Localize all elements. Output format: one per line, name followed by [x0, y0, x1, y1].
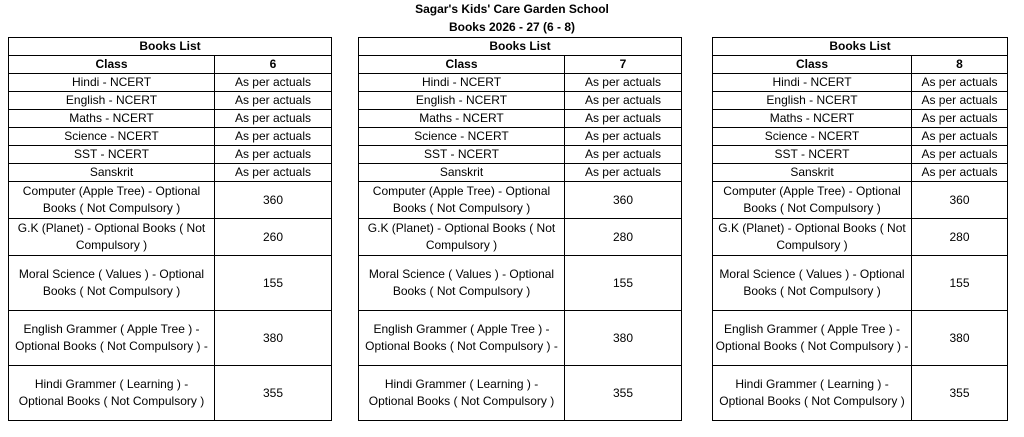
book-name: English - NCERT: [359, 92, 565, 110]
book-price: 155: [565, 256, 682, 311]
book-name: Maths - NCERT: [9, 110, 215, 128]
book-price: As per actuals: [912, 74, 1008, 92]
book-name: Science - NCERT: [9, 128, 215, 146]
book-name: Sanskrit: [9, 164, 215, 182]
book-price: As per actuals: [912, 92, 1008, 110]
book-name: Maths - NCERT: [359, 110, 565, 128]
book-price: As per actuals: [565, 110, 682, 128]
table-row: [713, 146, 1008, 164]
book-name: Hindi - NCERT: [9, 74, 215, 92]
book-name: English Grammer ( Apple Tree ) - Optional Books ( Not Compulsory ) -: [359, 311, 565, 366]
table-row: [359, 110, 682, 128]
book-name: Hindi - NCERT: [359, 74, 565, 92]
table-row: [713, 74, 1008, 92]
book-price: As per actuals: [565, 128, 682, 146]
book-name: Computer (Apple Tree) - Optional Books ( Not Compulsory ): [9, 182, 215, 219]
table-row: [9, 92, 332, 110]
book-price: 155: [912, 256, 1008, 311]
class-number: 6: [215, 56, 332, 74]
book-price: 360: [912, 182, 1008, 219]
table-row: [713, 256, 1008, 311]
table-row: [9, 219, 332, 256]
book-price: 380: [215, 311, 332, 366]
table-row: [359, 311, 682, 366]
book-name: Maths - NCERT: [713, 110, 912, 128]
book-price: 360: [565, 182, 682, 219]
book-name: English - NCERT: [713, 92, 912, 110]
book-price: As per actuals: [215, 164, 332, 182]
table-row: [713, 110, 1008, 128]
table-row: [713, 128, 1008, 146]
table-row: [713, 164, 1008, 182]
book-name: Science - NCERT: [359, 128, 565, 146]
books-year-subtitle: Books 2026 - 27 (6 - 8): [448, 20, 576, 34]
table-row: [9, 128, 332, 146]
book-name: English Grammer ( Apple Tree ) - Optional Books ( Not Compulsory ) -: [713, 311, 912, 366]
table-row: [9, 146, 332, 164]
table-row: [359, 164, 682, 182]
book-price: As per actuals: [912, 128, 1008, 146]
table-row: [359, 92, 682, 110]
book-price: 380: [912, 311, 1008, 366]
table-row: [9, 110, 332, 128]
book-price: As per actuals: [215, 146, 332, 164]
book-name: Hindi Grammer ( Learning ) - Optional Books ( Not Compulsory ): [713, 366, 912, 421]
table-row: [9, 182, 332, 219]
book-name: G.K (Planet) - Optional Books ( Not Compulsory ): [359, 219, 565, 256]
table-row: [713, 366, 1008, 421]
book-price: 280: [912, 219, 1008, 256]
table-row: [713, 92, 1008, 110]
table-heading: Books List: [713, 38, 1008, 56]
books-table-class-7: [358, 37, 682, 421]
table-row: [359, 366, 682, 421]
table-row: [359, 182, 682, 219]
book-price: As per actuals: [565, 146, 682, 164]
school-title: Sagar's Kids' Care Garden School: [415, 2, 609, 16]
book-price: 355: [912, 366, 1008, 421]
books-table-class-6: [8, 37, 332, 421]
book-price: As per actuals: [565, 92, 682, 110]
book-name: Hindi Grammer ( Learning ) - Optional Books ( Not Compulsory ): [9, 366, 215, 421]
book-price: As per actuals: [215, 92, 332, 110]
book-name: Science - NCERT: [713, 128, 912, 146]
book-price: As per actuals: [565, 164, 682, 182]
table-row: [9, 256, 332, 311]
book-price: As per actuals: [912, 164, 1008, 182]
book-price: As per actuals: [912, 110, 1008, 128]
book-name: G.K (Planet) - Optional Books ( Not Compulsory ): [713, 219, 912, 256]
book-name: Moral Science ( Values ) - Optional Books ( Not Compulsory ): [359, 256, 565, 311]
book-price: 355: [565, 366, 682, 421]
book-name: Moral Science ( Values ) - Optional Books ( Not Compulsory ): [9, 256, 215, 311]
books-table-class-8: [712, 37, 1008, 421]
book-name: Hindi Grammer ( Learning ) - Optional Books ( Not Compulsory ): [359, 366, 565, 421]
book-name: SST - NCERT: [713, 146, 912, 164]
book-name: SST - NCERT: [9, 146, 215, 164]
table-row: [9, 311, 332, 366]
book-name: Sanskrit: [359, 164, 565, 182]
book-price: As per actuals: [912, 146, 1008, 164]
class-label: Class: [9, 56, 215, 74]
table-row: [713, 219, 1008, 256]
table-row: [9, 164, 332, 182]
table-heading: Books List: [9, 38, 332, 56]
book-price: 260: [215, 219, 332, 256]
table-row: [713, 311, 1008, 366]
table-row: [359, 146, 682, 164]
table-row: [359, 74, 682, 92]
class-label: Class: [713, 56, 912, 74]
table-row: [359, 219, 682, 256]
book-price: As per actuals: [215, 74, 332, 92]
book-name: Hindi - NCERT: [713, 74, 912, 92]
table-row: [9, 366, 332, 421]
book-name: G.K (Planet) - Optional Books ( Not Compulsory ): [9, 219, 215, 256]
book-price: 380: [565, 311, 682, 366]
class-label: Class: [359, 56, 565, 74]
book-name: English Grammer ( Apple Tree ) - Optional Books ( Not Compulsory ) -: [9, 311, 215, 366]
book-name: Moral Science ( Values ) - Optional Books ( Not Compulsory ): [713, 256, 912, 311]
book-name: Sanskrit: [713, 164, 912, 182]
class-number: 8: [912, 56, 1008, 74]
book-price: 360: [215, 182, 332, 219]
book-price: As per actuals: [215, 128, 332, 146]
table-row: [359, 128, 682, 146]
table-row: [359, 256, 682, 311]
table-heading: Books List: [359, 38, 682, 56]
book-name: English - NCERT: [9, 92, 215, 110]
book-price: 155: [215, 256, 332, 311]
book-price: As per actuals: [215, 110, 332, 128]
book-name: Computer (Apple Tree) - Optional Books ( Not Compulsory ): [359, 182, 565, 219]
table-row: [9, 74, 332, 92]
book-name: SST - NCERT: [359, 146, 565, 164]
book-name: Computer (Apple Tree) - Optional Books ( Not Compulsory ): [713, 182, 912, 219]
book-price: As per actuals: [565, 74, 682, 92]
book-price: 280: [565, 219, 682, 256]
class-number: 7: [565, 56, 682, 74]
table-row: [713, 182, 1008, 219]
book-price: 355: [215, 366, 332, 421]
